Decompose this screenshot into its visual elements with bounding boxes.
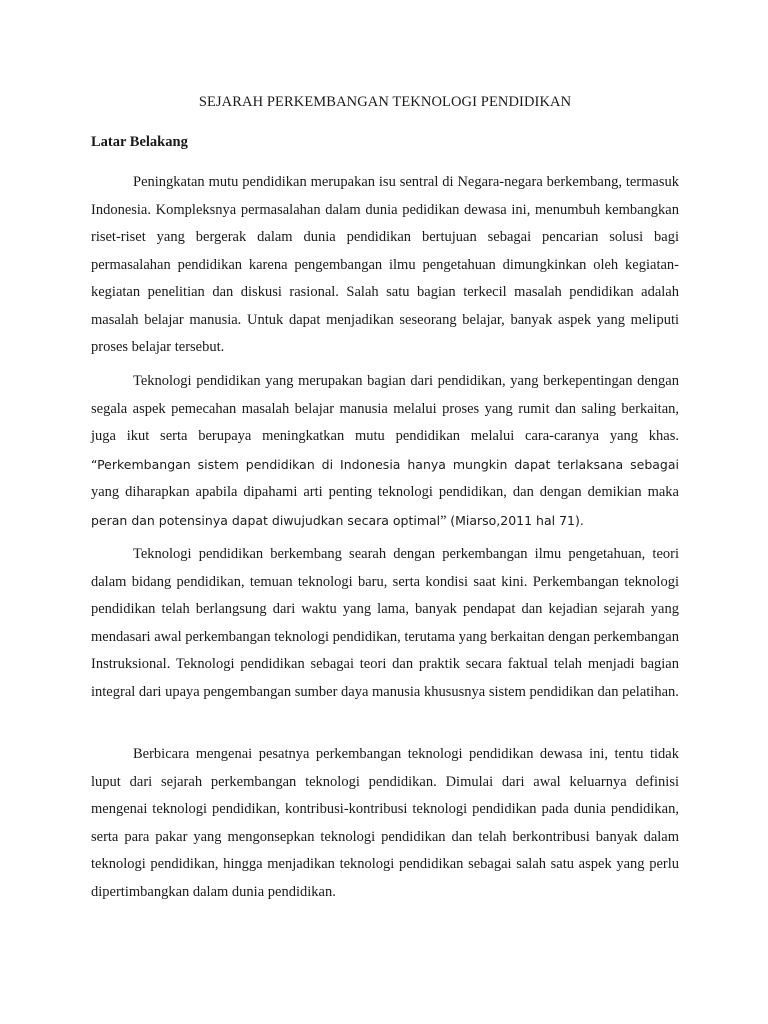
document-page — [91, 0, 679, 1024]
paragraph-2-quote-c: peran dan potensinya dapat diwujudkan secara optimal — [91, 512, 441, 528]
paragraph-2-quote-end: ” — [440, 512, 451, 529]
paragraph-2-citation: (Miarso,2011 hal 71). — [450, 512, 584, 528]
paragraph-1: Peningkatan mutu pendidikan merupakan isu sentral di Negara-negara berkembang, termasuk Indonesia. Kompleksnya permasalahan dalam dunia pedidikan dewasa ini, menumbuh kembangkan riset-riset yang bergerak dalam dunia pendidikan bertujuan sebagai pencarian solusi bagi permasalahan pendidikan karena pengembangan ilmu pengetahuan dimungkinkan oleh kegiatan-kegiatan penelitian dan diskusi rasional. Salah satu bagian terkecil masalah pendidikan adalah masalah belajar manusia. Untuk dapat menjadikan seseorang belajar, banyak aspek yang meliputi proses belajar tersebut. — [91, 174, 679, 355]
paragraph-2-intro: Teknologi pendidikan yang merupakan bagian dari pendidikan, yang berkepentingan dengan segala aspek pemecahan masalah belajar manusia melalui proses yang rumit dan saling berkaitan, juga ikut serta berupaya meningkatkan mutu pendidikan melalui cara-caranya yang — [91, 373, 679, 444]
paragraph-2-quote-a: “Perkembangan sistem pendidikan di Indonesia hanya mungkin dapat terlaksana sebagai — [91, 456, 679, 472]
section-heading: Latar Belakang — [91, 134, 188, 150]
paragraph-2-khas: khas. — [648, 428, 679, 444]
paragraph-2-quote-b: yang diharapkan apabila dipahami arti penting teknologi pendidikan, dan dengan demikian maka — [91, 484, 679, 500]
paragraph-2 — [91, 368, 679, 535]
paragraph-4: Berbicara mengenai pesatnya perkembangan teknologi pendidikan dewasa ini, tentu tidak luput dari sejarah perkembangan teknologi pendidikan. Dimulai dari awal keluarnya definisi mengenai teknologi pendidikan, kontribusi-kontribusi teknologi pendidikan pada dunia pendidikan, serta para pakar yang mengonsepkan teknologi pendidikan dan telah berkontribusi banyak dalam teknologi pendidikan, hingga menjadikan teknologi pendidikan sebagai salah satu aspek yang perlu dipertimbangkan dalam dunia pendidikan. — [91, 746, 679, 900]
document-title: SEJARAH PERKEMBANGAN TEKNOLOGI PENDIDIKAN — [198, 94, 572, 110]
paragraph-3: Teknologi pendidikan berkembang searah dengan perkembangan ilmu pengetahuan, teori dalam bidang pendidikan, temuan teknologi baru, serta kondisi saat kini. Perkembangan teknologi pendidikan telah berlangsung dari waktu yang lama, banyak pendapat dan kejadian sejarah yang mendasari awal perkembangan teknologi pendidikan, terutama yang berkaitan dengan perkembangan Instruksional. Teknologi pendidikan sebagai teori dan praktik secara faktual telah menjadi bagian integral dari upaya pengembangan sumber daya manusia khususnya sistem pendidikan dan pelatihan. — [91, 546, 679, 700]
